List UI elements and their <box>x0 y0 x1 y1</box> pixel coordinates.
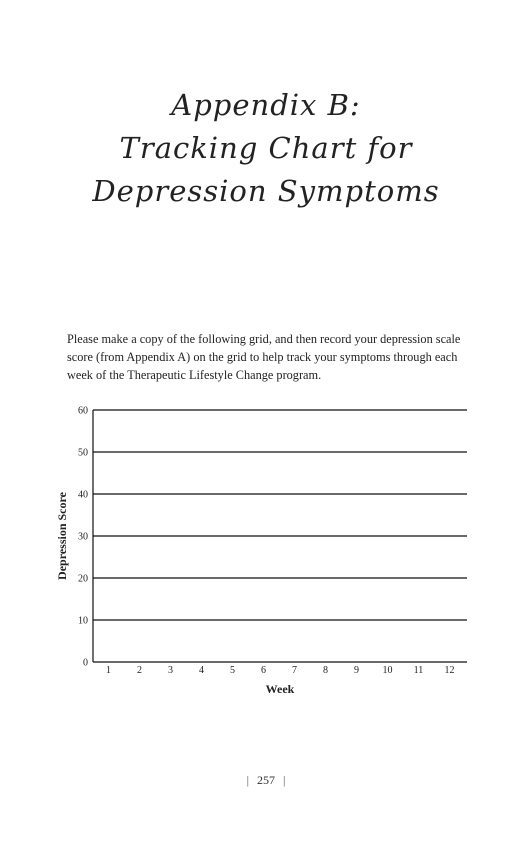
title-line-1: Appendix B: <box>171 88 361 122</box>
x-tick-label: 1 <box>106 665 111 676</box>
x-tick-label: 9 <box>354 665 359 676</box>
folio-rule-right: | <box>283 773 286 787</box>
y-tick-label: 50 <box>78 447 88 459</box>
folio-rule-left: | <box>246 773 249 787</box>
title-line-2: Tracking Chart for <box>119 131 413 165</box>
y-tick-label: 10 <box>78 615 88 627</box>
x-tick-label: 7 <box>292 665 297 676</box>
y-tick-label: 40 <box>78 489 88 501</box>
x-tick-label: 4 <box>199 665 204 676</box>
x-tick-label: 8 <box>323 665 328 676</box>
x-tick-label: 10 <box>382 665 393 676</box>
x-tick-label: 2 <box>137 665 142 676</box>
x-tick-label: 3 <box>168 665 173 676</box>
y-tick-label: 30 <box>78 531 88 543</box>
title-line-3: Depression Symptoms <box>92 174 440 208</box>
page-number: 257 <box>257 773 275 787</box>
x-axis-label: Week <box>265 682 295 696</box>
x-tick-label: 6 <box>261 665 266 676</box>
x-tick-label: 11 <box>413 665 424 676</box>
x-tick-label: 12 <box>444 665 455 676</box>
y-axis-label: Depression Score <box>55 492 69 580</box>
page-folio <box>0 773 532 788</box>
x-tick-labels <box>106 665 455 676</box>
intro-paragraph: Please make a copy of the following grid, and then record your depression scale score (from Appendix A) on the grid to help track your symptoms through each week of the Therapeutic Lifestyle Change program. <box>67 332 461 383</box>
y-tick-label: 20 <box>78 573 88 585</box>
y-tick-label: 60 <box>78 405 88 417</box>
y-tick-label: 0 <box>83 657 88 669</box>
grid-lines <box>93 410 467 662</box>
x-tick-label: 5 <box>230 665 235 676</box>
y-tick-labels <box>78 406 88 669</box>
